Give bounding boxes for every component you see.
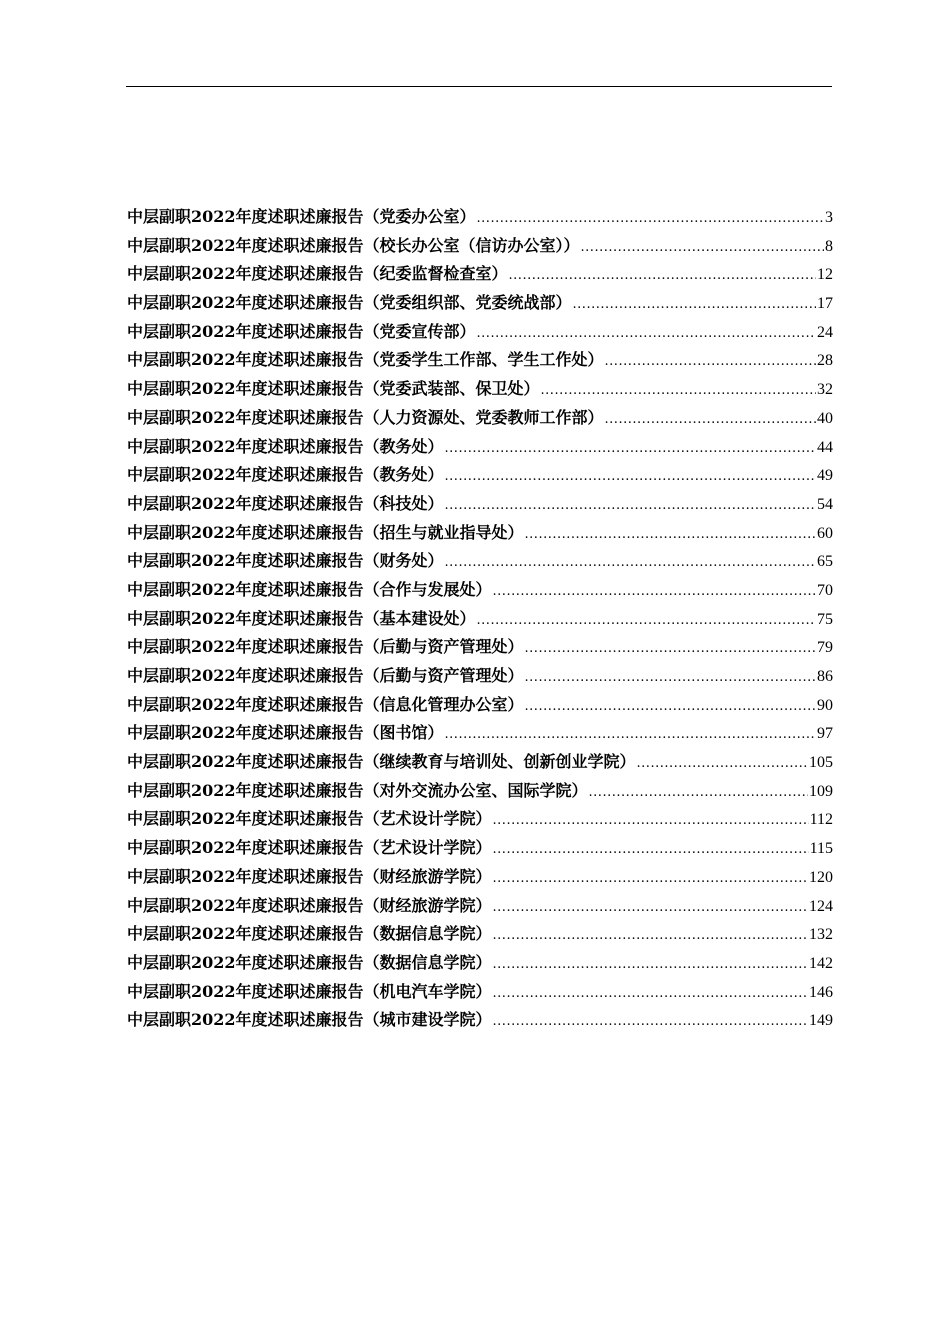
toc-dot-leader [605,348,816,377]
toc-dot-leader [637,750,808,779]
toc-dot-leader [493,1008,808,1037]
toc-dot-leader [525,521,816,550]
toc-dot-leader [445,435,816,464]
toc-entry[interactable] [127,805,833,834]
toc-entry[interactable] [127,433,833,462]
toc-entry[interactable] [127,490,833,519]
toc-dot-leader [477,205,824,234]
toc-entry-page-number: 24 [817,323,833,341]
toc-entry-title: 中层副职2022年度述职述廉报告（城市建设学院） [127,1010,492,1030]
toc-entry-title: 中层副职2022年度述职述廉报告（纪委监督检查室） [127,264,508,284]
toc-entry-page-number: 105 [809,754,833,772]
toc-dot-leader [445,492,816,521]
toc-entry-page-number: 120 [809,868,833,886]
toc-dot-leader [493,865,808,894]
toc-entry-title: 中层副职2022年度述职述廉报告（数据信息学院） [127,924,492,944]
toc-entry-title: 中层副职2022年度述职述廉报告（后勤与资产管理处） [127,666,524,685]
toc-dot-leader [605,406,816,435]
toc-entry[interactable] [127,375,833,404]
toc-entry-title: 中层副职2022年度述职述廉报告（校长办公室（信访办公室）） [127,235,580,255]
toc-dot-leader [541,377,816,406]
toc-dot-leader [509,262,816,291]
toc-entry[interactable] [127,662,833,691]
toc-entry-title: 中层副职2022年度述职述廉报告（财经旅游学院） [127,866,492,886]
toc-entry-title: 中层副职2022年度述职述廉报告（党委学生工作部、学生工作处） [127,350,604,370]
toc-entry-title: 中层副职2022年度述职述廉报告（招生与就业指导处） [127,522,524,542]
toc-dot-leader [477,320,816,349]
toc-entry[interactable] [127,289,833,318]
toc-dot-leader [581,234,824,263]
toc-dot-leader [445,549,816,578]
toc-dot-leader [445,463,816,492]
toc-dot-leader [525,635,816,664]
toc-entry-title: 中层副职2022年度述职述廉报告（信息化管理办公室） [127,694,524,714]
toc-dot-leader [493,922,808,951]
toc-entry-page-number: 3 [825,209,833,226]
toc-entry[interactable] [127,260,833,289]
toc-entry[interactable] [127,978,833,1007]
toc-entry-page-number: 112 [809,811,833,829]
toc-entry-page-number: 40 [817,409,833,427]
toc-entry-title: 中层副职2022年度述职述廉报告（后勤与资产管理处） [127,637,524,657]
toc-entry-page-number: 146 [809,983,833,1001]
toc-dot-leader [493,836,809,865]
toc-entry-title: 中层副职2022年度述职述廉报告（财务处） [127,551,444,571]
toc-entry[interactable] [127,461,833,490]
toc-entry[interactable] [127,346,833,375]
toc-dot-leader [493,980,808,1009]
toc-entry-title: 中层副职2022年度述职述廉报告（党委宣传部） [127,321,476,341]
toc-entry[interactable] [127,404,833,433]
toc-entry[interactable] [127,719,833,748]
toc-entry[interactable] [127,633,833,662]
toc-entry[interactable] [127,892,833,921]
toc-entry-title: 中层副职2022年度述职述廉报告（图书馆） [127,723,444,743]
toc-entry-page-number: 149 [809,1012,833,1030]
toc-entry-page-number: 142 [809,954,833,972]
toc-dot-leader [573,291,816,320]
header-rule [126,86,832,87]
toc-entry-title: 中层副职2022年度述职述廉报告（党委办公室） [127,207,476,226]
toc-entry-page-number: 44 [817,438,833,456]
toc-entry-page-number: 60 [817,524,833,542]
toc-entry-title: 中层副职2022年度述职述廉报告（机电汽车学院） [127,981,492,1001]
toc-entry-title: 中层副职2022年度述职述廉报告（人力资源处、党委教师工作部） [127,407,604,427]
toc-entry[interactable] [127,863,833,892]
toc-dot-leader [477,607,816,636]
toc-entry[interactable] [127,834,833,863]
toc-entry-page-number: 132 [809,926,833,944]
toc-dot-leader [525,664,816,693]
toc-entry-page-number: 12 [817,266,833,284]
toc-entry[interactable] [127,318,833,347]
toc-dot-leader [445,721,816,750]
toc-entry[interactable] [127,748,833,777]
toc-entry-page-number: 97 [817,725,833,743]
toc-dot-leader [493,807,809,836]
toc-entry-title: 中层副职2022年度述职述廉报告（艺术设计学院） [127,838,492,858]
toc-entry-page-number: 49 [817,467,833,485]
toc-entry[interactable] [127,1006,833,1035]
toc-entry-title: 中层副职2022年度述职述廉报告（党委组织部、党委统战部） [127,293,572,313]
toc-entry[interactable] [127,576,833,605]
toc-entry-title: 中层副职2022年度述职述廉报告（继续教育与培训处、创新创业学院） [127,752,636,772]
toc-entry-title: 中层副职2022年度述职述廉报告（财经旅游学院） [127,895,492,915]
toc-dot-leader [493,578,816,607]
toc-entry-page-number: 70 [817,581,833,599]
toc-entry-page-number: 75 [817,610,833,628]
toc-entry-page-number: 124 [809,897,833,915]
toc-entry-page-number: 28 [817,352,833,370]
toc-entry-page-number: 79 [817,639,833,657]
toc-entry-title: 中层副职2022年度述职述廉报告（数据信息学院） [127,952,492,972]
toc-entry[interactable] [127,519,833,548]
toc-entry-page-number: 8 [825,237,833,255]
toc-dot-leader [493,951,808,980]
toc-entry[interactable] [127,949,833,978]
toc-entry-page-number: 65 [817,553,833,571]
toc-entry-page-number: 86 [817,668,833,685]
toc-entry[interactable] [127,232,833,261]
toc-dot-leader [589,779,808,808]
toc-entry-title: 中层副职2022年度述职述廉报告（教务处） [127,436,444,456]
toc-entry[interactable] [127,777,833,806]
table-of-contents [127,203,833,1035]
toc-entry-page-number: 17 [817,295,833,313]
toc-entry-page-number: 90 [817,696,833,714]
toc-entry-page-number: 54 [817,495,833,513]
toc-entry-title: 中层副职2022年度述职述廉报告（艺术设计学院） [127,809,492,829]
toc-entry[interactable] [127,203,833,232]
toc-entry-title: 中层副职2022年度述职述廉报告（教务处） [127,465,444,485]
toc-entry-title: 中层副职2022年度述职述廉报告（对外交流办公室、国际学院） [127,780,588,800]
toc-entry[interactable] [127,691,833,720]
toc-entry[interactable] [127,605,833,634]
toc-entry-title: 中层副职2022年度述职述廉报告（合作与发展处） [127,579,492,599]
toc-entry-title: 中层副职2022年度述职述廉报告（科技处） [127,493,444,513]
toc-dot-leader [493,894,808,923]
toc-entry-page-number: 115 [809,840,833,858]
toc-entry-title: 中层副职2022年度述职述廉报告（党委武装部、保卫处） [127,379,540,399]
toc-entry-page-number: 32 [817,381,833,399]
toc-entry[interactable] [127,920,833,949]
toc-entry-title: 中层副职2022年度述职述廉报告（基本建设处） [127,608,476,628]
toc-entry[interactable] [127,547,833,576]
toc-entry-page-number: 109 [809,782,833,800]
toc-dot-leader [525,693,816,722]
